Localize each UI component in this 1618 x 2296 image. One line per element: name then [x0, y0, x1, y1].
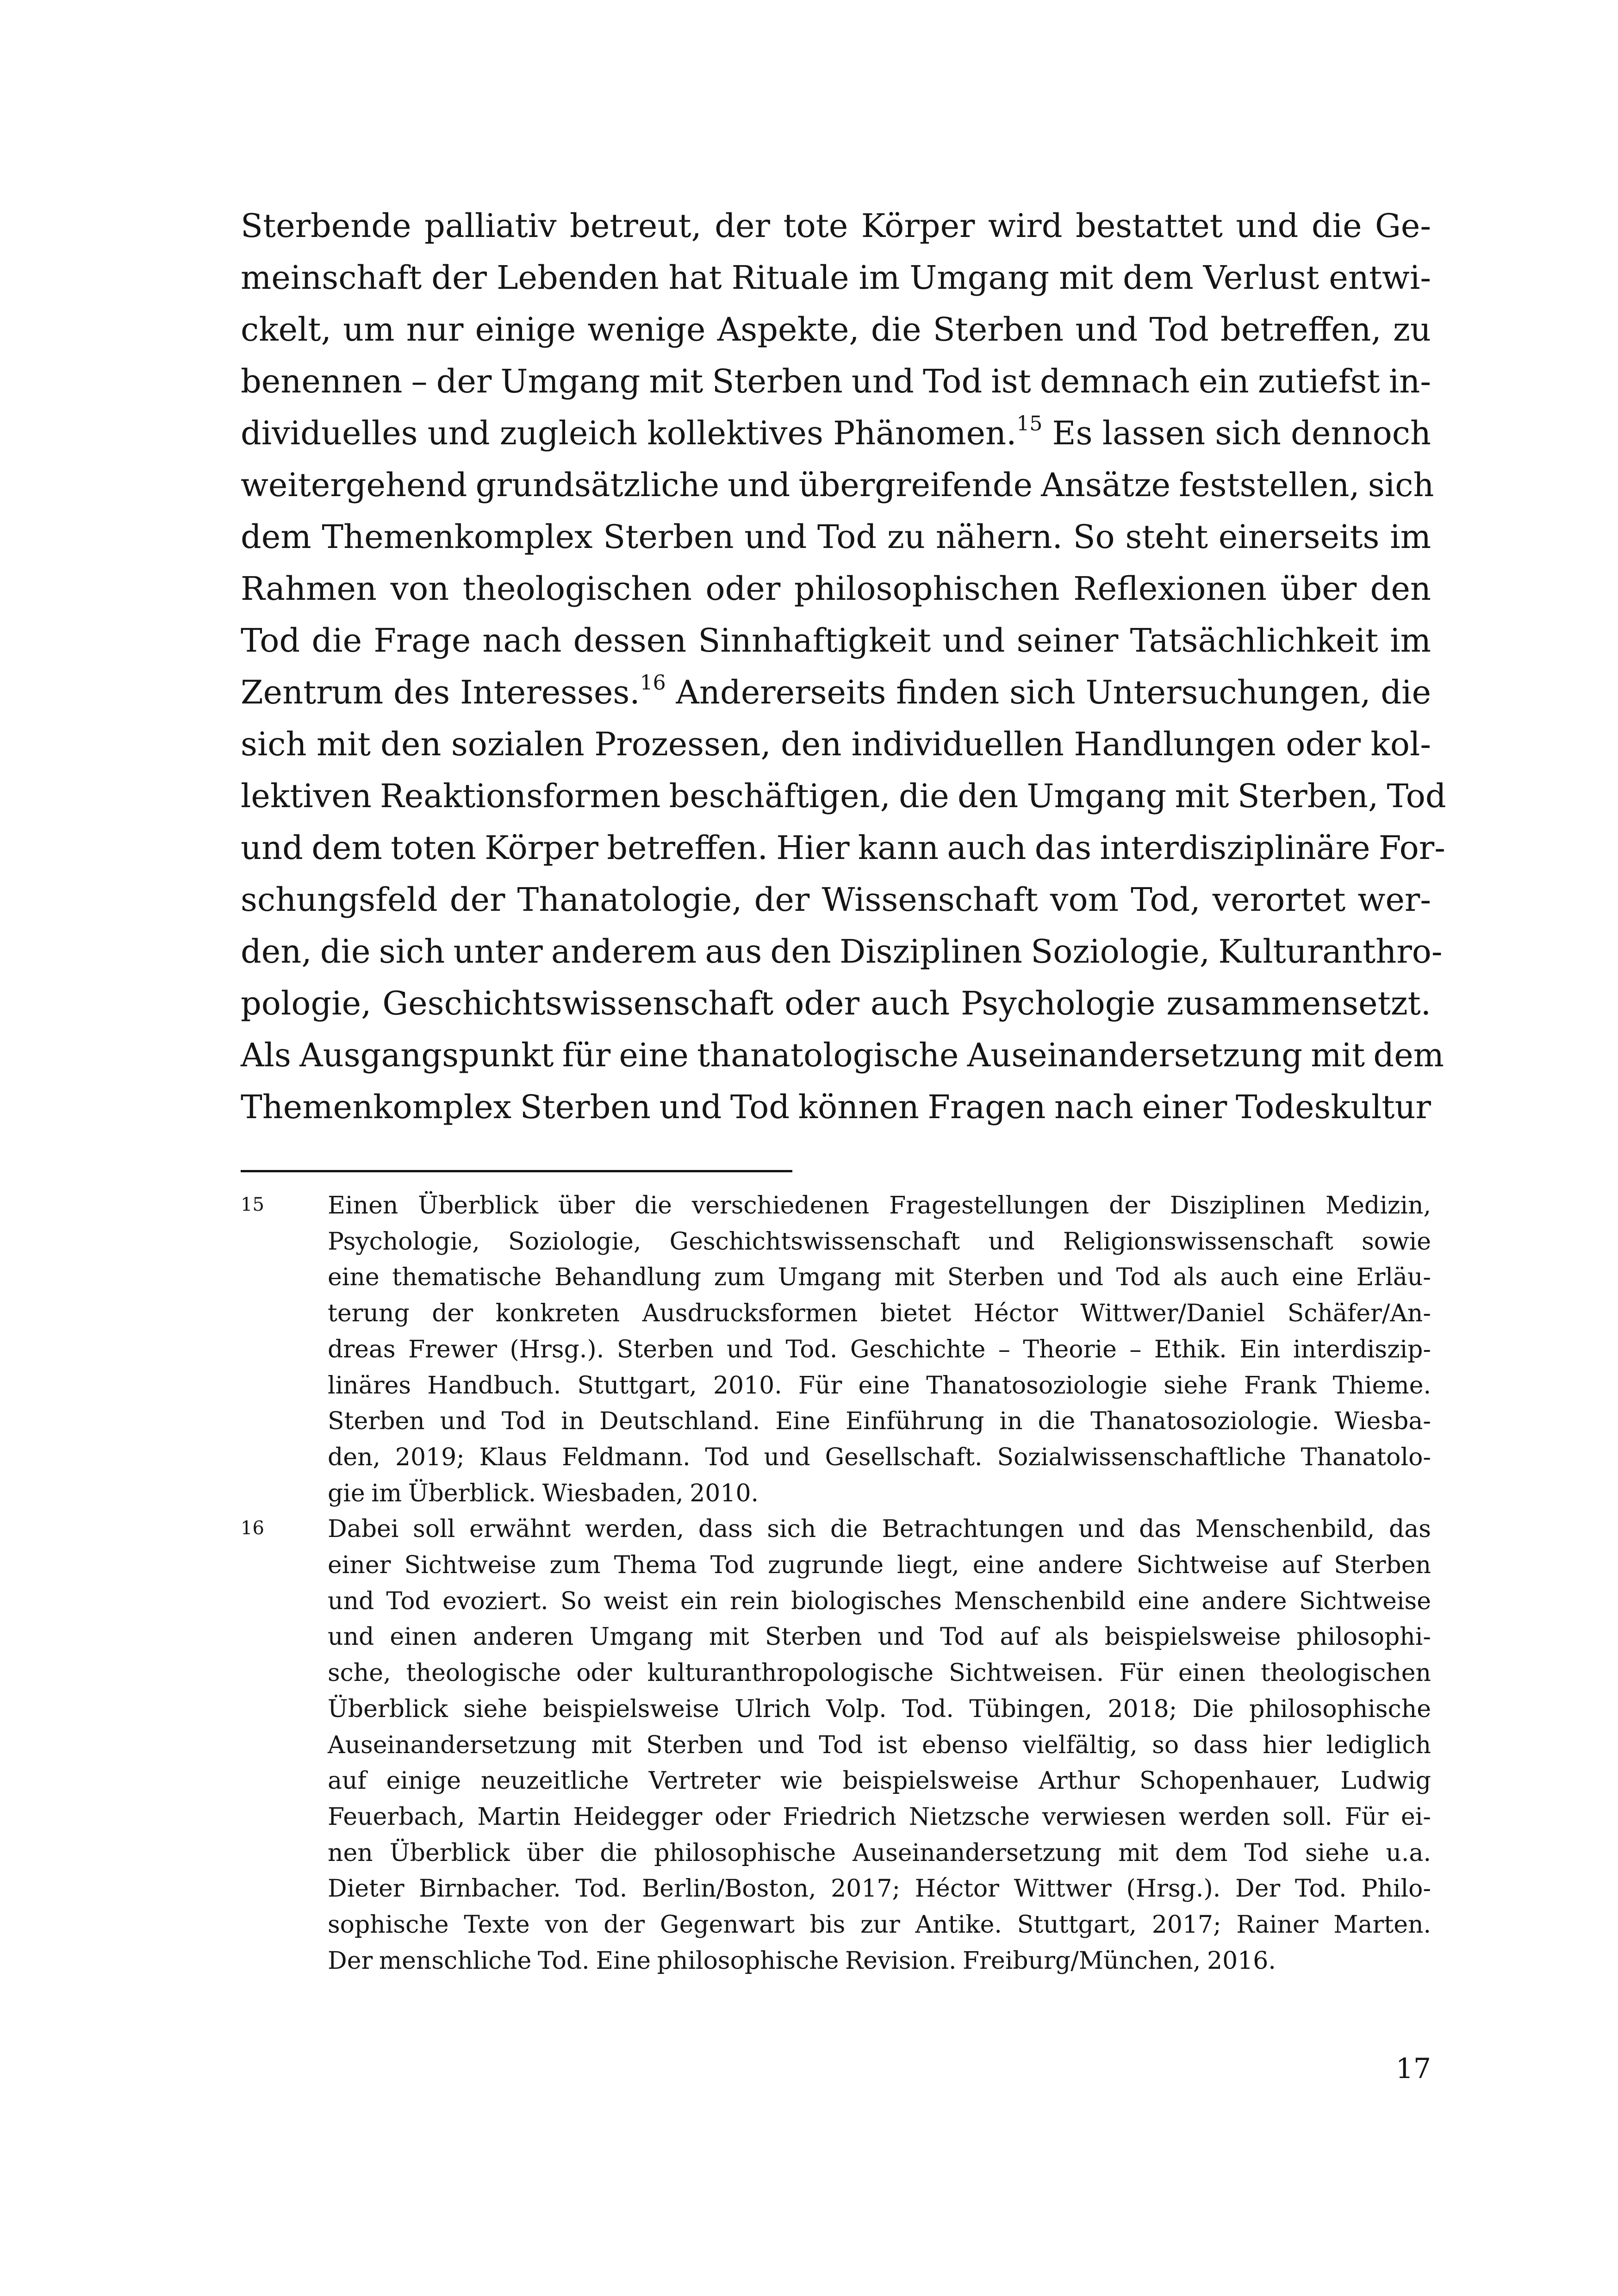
body-line: Tod die Frage nach dessen Sinnhaftigkeit und seiner Tatsächlichkeit im	[241, 622, 1431, 660]
footnote-line: sophische Texte von der Gegenwart bis zur Antike. Stuttgart, 2017; Rainer Marten.	[328, 1911, 1431, 1939]
footnote-line: Überblick siehe beispielsweise Ulrich Volp. Tod. Tübingen, 2018; Die philosophische	[328, 1695, 1431, 1723]
footnote-text	[328, 1512, 1431, 1979]
footnote-line: Dabei soll erwähnt werden, dass sich die Betrachtungen und das Menschenbild, das	[328, 1515, 1431, 1543]
body-line: Sterbende palliativ betreut, der tote Körper wird bestattet und die Ge-	[241, 207, 1431, 245]
footnote-line: dreas Frewer (Hrsg.). Sterben und Tod. Geschichte – Theorie – Ethik. Ein interdiszip-	[328, 1335, 1431, 1363]
body-line: sich mit den sozialen Prozessen, den individuellen Handlungen oder kol-	[241, 725, 1431, 763]
body-line-text: dividuelles und zugleich kollektives Phänomen.	[241, 414, 1017, 452]
footnote-reference-16[interactable]: 16	[640, 671, 666, 695]
footnote-line: Der menschliche Tod. Eine philosophische Revision. Freiburg/München, 2016.	[328, 1947, 1276, 1975]
footnote-line: Feuerbach, Martin Heidegger oder Friedrich Nietzsche verwiesen werden soll. Für ei-	[328, 1803, 1431, 1831]
body-line: Rahmen von theologischen oder philosophischen Reflexionen über den	[241, 570, 1431, 608]
footnote-number: 16	[241, 1518, 264, 1539]
footnote-line: und Tod evoziert. So weist ein rein biologisches Menschenbild eine andere Sichtweise	[328, 1587, 1431, 1615]
body-line: lektiven Reaktionsformen beschäftigen, die den Umgang mit Sterben, Tod	[241, 777, 1446, 815]
body-line-text: Es lassen sich dennoch	[1042, 414, 1431, 452]
body-line: meinschaft der Lebenden hat Rituale im Umgang mit dem Verlust entwi-	[241, 259, 1431, 297]
body-line: und dem toten Körper betreffen. Hier kann auch das interdisziplinäre For-	[241, 829, 1445, 867]
footnote-line: und einen anderen Umgang mit Sterben und Tod auf als beispielsweise philosophi-	[328, 1623, 1431, 1651]
footnotes-section	[241, 1188, 1431, 1979]
body-line: ckelt, um nur einige wenige Aspekte, die Sterben und Tod betreffen, zu	[241, 311, 1431, 348]
footnote-reference-15[interactable]: 15	[1016, 411, 1043, 436]
footnote-line: einer Sichtweise zum Thema Tod zugrunde liegt, eine andere Sichtweise auf Sterben	[328, 1551, 1431, 1580]
body-line: dem Themenkomplex Sterben und Tod zu nähern. So steht einerseits im	[241, 518, 1431, 556]
body-line: schungsfeld der Thanatologie, der Wissenschaft vom Tod, verortet wer-	[241, 881, 1431, 919]
footnote-line: den, 2019; Klaus Feldmann. Tod und Gesellschaft. Sozialwissenschaftliche Thanatolo-	[328, 1443, 1431, 1471]
footnote-line: Auseinandersetzung mit Sterben und Tod ist ebenso vielfältig, so dass hier lediglich	[328, 1731, 1431, 1759]
body-line: benennen – der Umgang mit Sterben und Tod ist demnach ein zutiefst in-	[241, 362, 1431, 400]
footnote-line: auf einige neuzeitliche Vertreter wie beispielsweise Arthur Schopenhauer, Ludwig	[328, 1767, 1431, 1795]
footnote-line: Sterben und Tod in Deutschland. Eine Einführung in die Thanatosoziologie. Wiesba-	[328, 1407, 1431, 1436]
body-line: Themenkomplex Sterben und Tod können Fragen nach einer Todeskultur	[241, 1088, 1431, 1126]
body-line-text: Andererseits finden sich Untersuchungen, die	[666, 673, 1431, 711]
body-line	[241, 666, 1431, 718]
footnote-line: sche, theologische oder kulturanthropologische Sichtweisen. Für einen theologischen	[328, 1659, 1431, 1687]
footnote-line: Dieter Birnbacher. Tod. Berlin/Boston, 2017; Héctor Wittwer (Hrsg.). Der Tod. Philo-	[328, 1875, 1431, 1903]
body-line	[241, 407, 1431, 459]
footnote-line: nen Überblick über die philosophische Auseinandersetzung mit dem Tod siehe u.a.	[328, 1839, 1431, 1867]
body-line: pologie, Geschichtswissenschaft oder auch Psychologie zusammensetzt.	[241, 984, 1431, 1022]
body-line-text: Zentrum des Interesses.	[241, 673, 640, 711]
body-line: weitergehend grundsätzliche und übergreifende Ansätze feststellen, sich	[241, 466, 1434, 504]
body-line: den, die sich unter anderem aus den Disziplinen Soziologie, Kulturanthro-	[241, 933, 1443, 971]
footnote-line: eine thematische Behandlung zum Umgang mit Sterben und Tod als auch eine Erläu-	[328, 1263, 1431, 1292]
footnote-separator	[241, 1170, 792, 1172]
footnote-text	[328, 1188, 1431, 1512]
body-text	[241, 200, 1446, 1133]
page-number: 17	[1395, 2053, 1431, 2085]
body-line: Als Ausgangspunkt für eine thanatologische Auseinandersetzung mit dem	[241, 1036, 1444, 1074]
footnote-line: linäres Handbuch. Stuttgart, 2010. Für eine Thanatosoziologie siehe Frank Thieme.	[328, 1371, 1431, 1400]
footnote-line: terung der konkreten Ausdrucksformen bietet Héctor Wittwer/Daniel Schäfer/An-	[328, 1300, 1431, 1328]
footnote-line: Psychologie, Soziologie, Geschichtswissenschaft und Religionswissenschaft sowie	[328, 1227, 1431, 1256]
footnote-16	[241, 1512, 1431, 1979]
footnote-15	[241, 1188, 1431, 1512]
footnote-line: Einen Überblick über die verschiedenen Fragestellungen der Disziplinen Medizin,	[328, 1192, 1431, 1220]
footnote-number: 15	[241, 1194, 264, 1215]
footnote-line: gie im Überblick. Wiesbaden, 2010.	[328, 1479, 759, 1507]
